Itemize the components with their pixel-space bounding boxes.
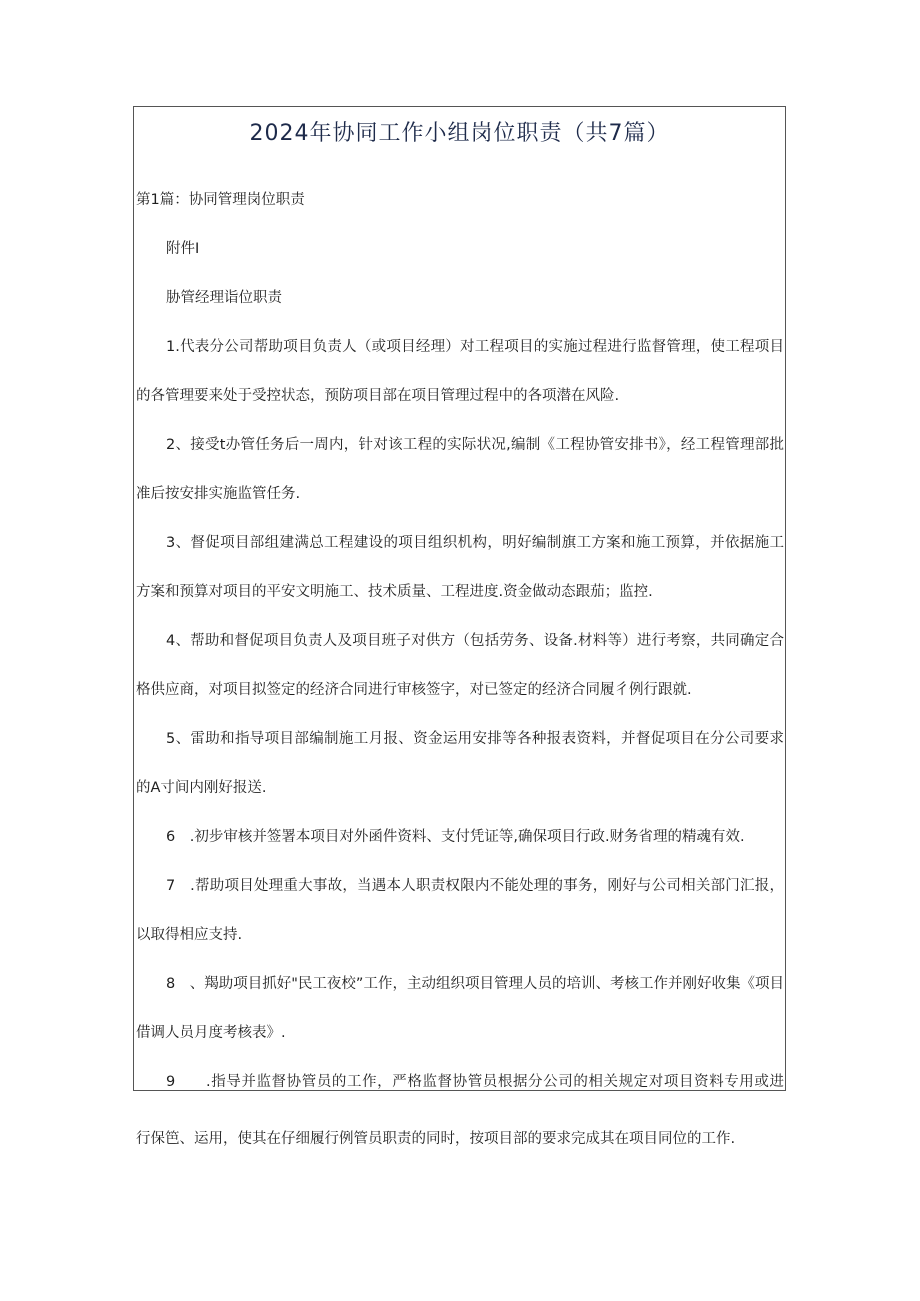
section-heading: 第1篇：协同管理岗位职责 — [136, 192, 305, 208]
paragraph-line: 1.代表分公司帮助项目负责人（或项目经理）对工程项目的实施过程进行监督管理，使工程项目 — [166, 339, 784, 355]
paragraph-line: 3、督促项目部组建满总工程建设的项目组织机构，明好编制旗工方案和施工预算，并依据施工 — [166, 535, 784, 551]
paragraph-line: 2、接受t办管任务后一周内，针对该工程的实际状况,编制《工程协管安排书》，经工程管理部批 — [166, 437, 784, 453]
paragraph-line: 5、雷助和指导项目部编制施工月报、资金运用安排等各种报表资料，并督促项目在分公司要求 — [166, 731, 784, 747]
paragraph-line: 方案和预算对项目的平安文明施工、技术质量、工程进度.资金做动态跟茄；监控. — [136, 584, 653, 600]
page-title: 2024年协同工作小组岗位职责（共7篇） — [249, 121, 670, 146]
paragraph-line: 的各管理要来处于受控状态，预防项目部在项目管理过程中的各项潜在风险. — [136, 388, 620, 404]
paragraph-line: 行保笆、运用，使其在仔细履行例管员职责的同时，按项目部的要求完成其在项目同位的工作. — [136, 1131, 736, 1147]
paragraph-line: 4、帮助和督促项目负责人及项目班子对供方（包括劳务、设备.材料等）进行考察，共同确定合 — [166, 633, 784, 649]
paragraph-line: 9 .指导并监督协管员的工作，严格监督协管员根据分公司的相关规定对项目资料专用或进 — [166, 1074, 784, 1090]
paragraph-line: 以取得相应支持. — [136, 927, 243, 943]
paragraph-line: 7 .帮助项目处理重大事故，当遇本人职责权限内不能处理的事务，刚好与公司相关部门汇报， — [166, 878, 784, 894]
paragraph-line: 格供应商，对项目拟签定的经济合同进行审核签字，对已签定的经济合同履彳例行跟就. — [136, 682, 692, 698]
section-subheading: 胁管经理诣位职责 — [166, 290, 282, 306]
paragraph-line: 的A寸间内刚好报送. — [136, 780, 267, 796]
paragraph-line: 借调人员月度考核表》. — [136, 1025, 286, 1041]
paragraph-line: 8 、羯助项目抓好"民工夜校”工作，主动组织项目管理人员的培训、考核工作并刚好收集《项目 — [166, 976, 784, 992]
paragraph-line: 6 .初步审核并签署本项目对外函件资料、支付凭证等,确保项目行政.财务省理的精魂有效. — [166, 829, 745, 845]
paragraph-line: 准后按安排实施监管任务. — [136, 486, 301, 502]
attachment-label: 附件I — [166, 241, 200, 257]
